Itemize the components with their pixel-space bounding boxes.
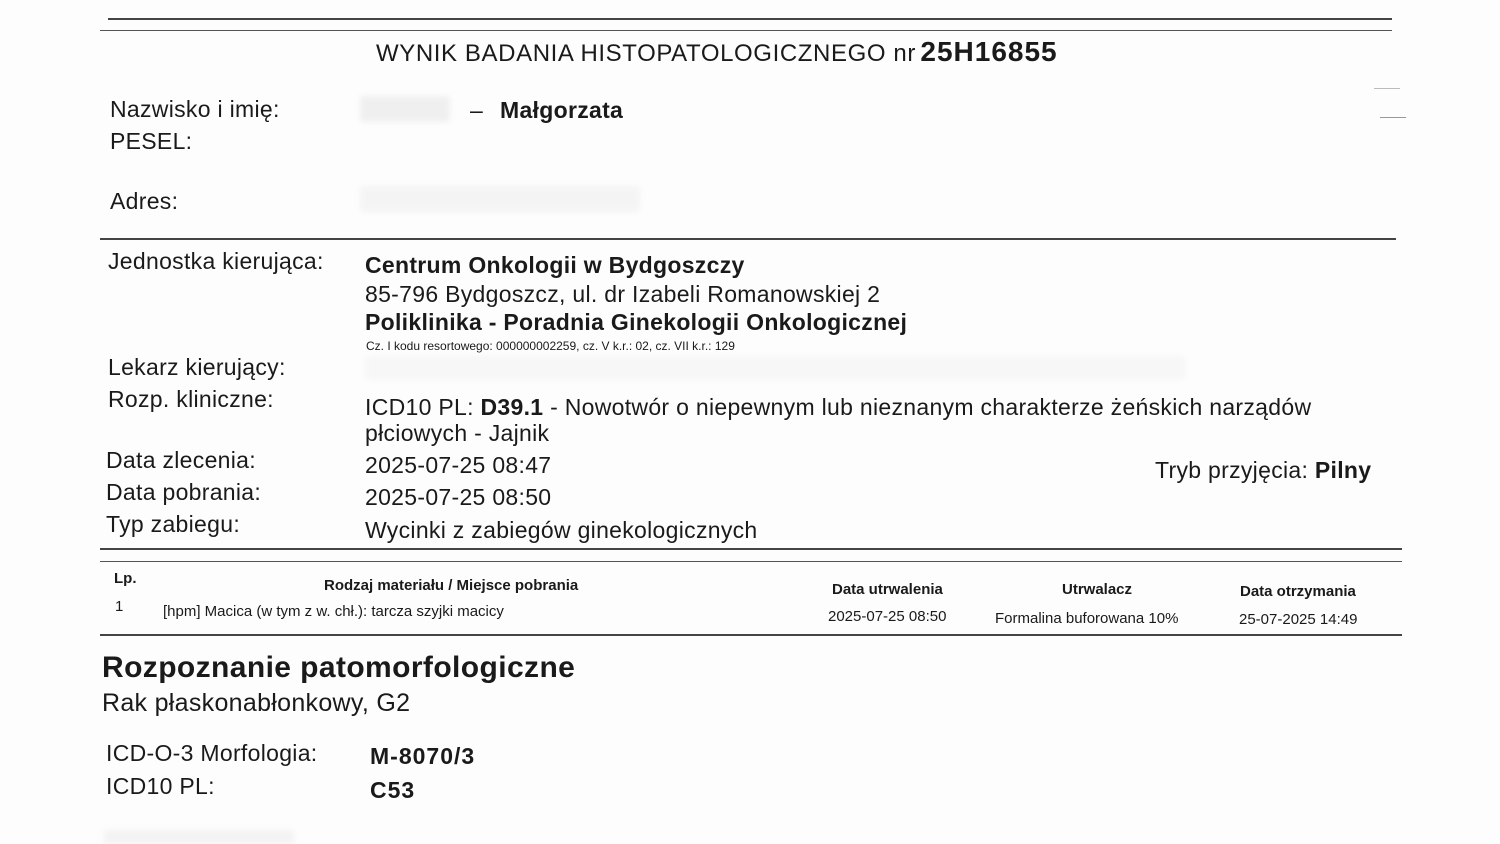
order-date: 2025-07-25 08:47 [365, 452, 552, 478]
unit-address: 85-796 Bydgoszcz, ul. dr Izabeli Romanowskiej 2 [365, 281, 881, 307]
referral-divider [100, 548, 1402, 550]
name-side-mark-2 [1380, 117, 1406, 118]
unit-name: Centrum Onkologii w Bydgoszczy [365, 252, 745, 278]
patient-first-name: Małgorzata [500, 97, 624, 123]
name-side-mark [1374, 88, 1400, 89]
report-number: 25H16855 [920, 36, 1058, 67]
col-lp: Lp. [114, 570, 137, 587]
row-fixative: Formalina buforowana 10% [995, 610, 1179, 627]
morphology-label: ICD-O-3 Morfologia: [106, 740, 318, 766]
col-fixative: Utrwalacz [1062, 581, 1133, 598]
clinical-dx-prefix: ICD10 PL: [365, 394, 474, 420]
diagnosis-text: Rak płaskonabłonkowy, G2 [102, 689, 411, 717]
admission-mode-label: Tryb przyjęcia: [1155, 457, 1309, 483]
diagnosis-heading: Rozpoznanie patomorfologiczne [102, 651, 576, 684]
redacted-surname [360, 96, 450, 122]
title-divider [100, 30, 1392, 31]
name-label: Nazwisko i imię: [110, 96, 280, 122]
report-title-prefix: WYNIK BADANIA HISTOPATOLOGICZNEGO nr [376, 40, 916, 67]
clinical-dx-line2: płciowych - Jajnik [365, 420, 550, 446]
col-fix-date: Data utrwalenia [832, 581, 943, 598]
table-divider [100, 634, 1402, 636]
doctor-label: Lekarz kierujący: [108, 354, 286, 380]
redacted-address [360, 186, 640, 212]
report-title [376, 36, 1058, 68]
pesel-label: PESEL: [110, 128, 193, 154]
cut-off-text [104, 830, 294, 844]
row-lp: 1 [115, 598, 124, 615]
row-fix-date: 2025-07-25 08:50 [828, 608, 947, 625]
procedure: Wycinki z zabiegów ginekologicznych [365, 517, 758, 543]
order-date-label: Data zlecenia: [106, 447, 256, 473]
clinical-dx-label: Rozp. kliniczne: [108, 386, 274, 412]
top-divider [108, 18, 1392, 20]
collection-date: 2025-07-25 08:50 [365, 484, 552, 510]
icd10-code: C53 [370, 777, 416, 803]
unit-codes: Cz. I kodu resortowego: 000000002259, cz. V k.r.: 02, cz. VII k.r.: 129 [366, 339, 735, 353]
col-received-date: Data otrzymania [1240, 583, 1356, 600]
unit-department: Poliklinika - Poradnia Ginekologii Onkologicznej [365, 309, 908, 335]
patient-divider [100, 238, 1396, 240]
admission-mode [1155, 457, 1371, 484]
clinical-dx-code: D39.1 [480, 394, 544, 420]
clinical-dx-line1 [365, 394, 1311, 421]
col-material: Rodzaj materiału / Miejsce pobrania [324, 577, 579, 594]
admission-mode-value: Pilny [1314, 457, 1372, 483]
redacted-doctor [365, 356, 1185, 380]
icd10-label: ICD10 PL: [106, 773, 215, 799]
unit-label: Jednostka kierująca: [108, 248, 324, 274]
address-label: Adres: [110, 188, 179, 214]
name-dash: – [470, 97, 484, 123]
referral-divider-2 [100, 561, 1402, 562]
row-material: [hpm] Macica (w tym z w. chł.): tarcza szyjki macicy [163, 603, 504, 620]
collection-date-label: Data pobrania: [106, 479, 262, 505]
row-received-date: 25-07-2025 14:49 [1239, 611, 1358, 628]
procedure-label: Typ zabiegu: [106, 511, 241, 537]
morphology-code: M-8070/3 [370, 743, 476, 769]
clinical-dx-desc: - Nowotwór o niepewnym lub nieznanym charakterze żeńskich narządów [550, 394, 1312, 420]
